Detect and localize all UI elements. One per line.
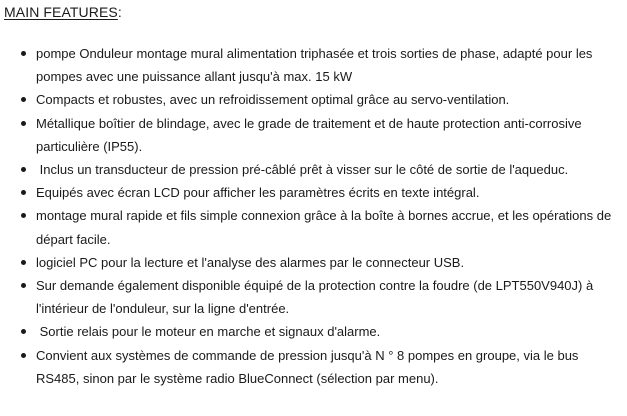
feature-item [0,88,622,111]
features-list [0,42,622,390]
bullet-icon [21,260,26,265]
bullet-icon [21,353,26,358]
bullet-icon [21,190,26,195]
feature-text: logiciel PC pour la lecture et l'analyse des alarmes par le connecteur USB. [36,254,465,270]
feature-text: Equipés avec écran LCD pour afficher les paramètres écrits en texte intégral. [36,185,480,201]
feature-item [0,274,622,320]
feature-item [0,320,622,343]
bullet-icon [21,51,26,56]
section-heading [4,3,122,21]
feature-text: Métallique boîtier de blindage, avec le grade de traitement et de haute protection anti-corrosive particulière (IP55). [36,115,586,154]
feature-item [0,42,622,88]
feature-text: Convient aux systèmes de commande de pression jusqu'à N ° 8 pompes en groupe, via le bus RS485, sinon par le système radio BlueConnect (sélection par menu). [36,347,583,386]
feature-item [0,112,622,158]
feature-item [0,251,622,274]
bullet-icon [21,97,26,102]
feature-text: Sur demande également disponible équipé de la protection contre la foudre (de LPT550V940J) à l'intérieur de l'onduleur, sur la ligne d'entrée. [36,278,597,317]
bullet-icon [21,283,26,288]
bullet-icon [21,167,26,172]
feature-text: Sortie relais pour le moteur en marche et signaux d'alarme. [36,324,381,340]
section-heading-title: MAIN FEATURES [4,4,118,20]
feature-item [0,158,622,181]
section-heading-colon: : [117,4,122,20]
feature-item [0,204,622,250]
feature-item [0,344,622,390]
feature-text: pompe Onduleur montage mural alimentation triphasée et trois sorties de phase, adapté pour les pompes avec une puissance allant jusqu'à max. 15 kW [36,46,597,85]
bullet-icon [21,329,26,334]
feature-text: Inclus un transducteur de pression pré-câblé prêt à visser sur le côté de sortie de l'aqueduc. [36,162,569,178]
feature-text: montage mural rapide et fils simple connexion grâce à la boîte à bornes accrue, et les opérations de départ facile. [36,208,615,247]
feature-text: Compacts et robustes, avec un refroidissement optimal grâce au servo-ventilation. [36,92,510,108]
feature-item [0,181,622,204]
bullet-icon [21,121,26,126]
bullet-icon [21,213,26,218]
